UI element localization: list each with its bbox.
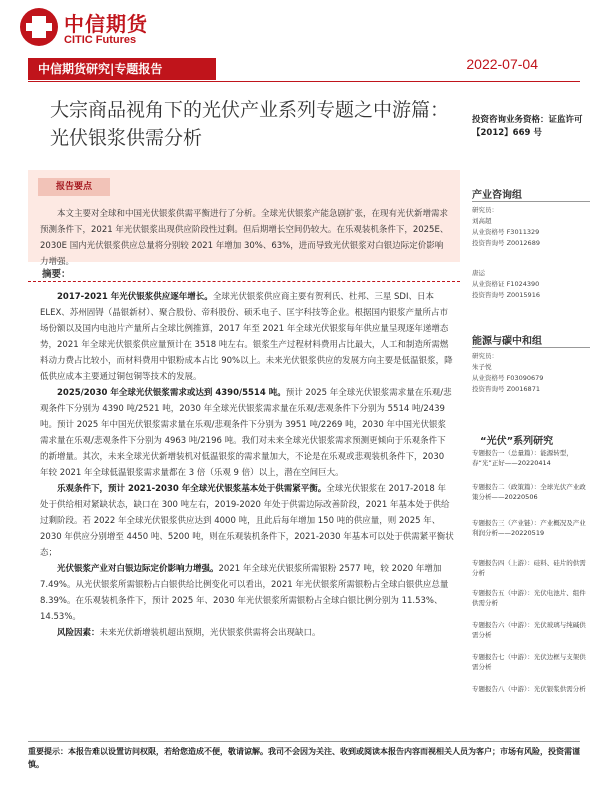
risk-paragraph xyxy=(40,625,454,641)
analyst-name: 刘高超 xyxy=(472,217,492,225)
abstract-body xyxy=(40,289,454,641)
abstract-paragraph xyxy=(40,481,454,561)
paragraph-lead: 2017-2021 年光伏银浆供应逐年增长。 xyxy=(57,292,213,302)
paragraph-text: 全球光伏银浆供应商主要有贺利氏、杜邦、三星 SDI、日本 ELEX、苏州固锝（晶银新材）、聚合股份、帝科股份、硕禾电子、匡宇科技等企业。根据国内银浆产量所占市场份额以及国内电池片产量所占全球比例推算，2017 年至 2021 年全球光伏银浆每年供应量呈现逐年递增态势，2021 年全球光伏银浆供应量预计在 3518 吨左右。银浆生产过程材料费用占比最大，人工和制造所需燃料动力费占比较小，而材料费用中银粉成本占比 90%以上。未来光伏银浆供应的发展方向主要是低温银浆，降低供应成本主要通过铜包铜等技术的发展。 xyxy=(40,292,453,382)
report-category-bar: 中信期货研究|专题报告 xyxy=(28,58,216,80)
sidebar-divider xyxy=(472,347,590,348)
brand-logo xyxy=(20,8,200,50)
abstract-paragraph xyxy=(40,561,454,625)
paragraph-lead: 2025/2030 年全球光伏银浆需求或达到 4390/5514 吨。 xyxy=(57,388,286,398)
abstract-paragraph xyxy=(40,289,454,385)
footer-disclaimer: 重要提示：本报告难以设置访问权限，若给您造成不便，敬请谅解。我司不会因为关注、收到或阅读本报告内容而视相关人员为客户；市场有风险，投资需谨慎。 xyxy=(28,747,580,769)
abstract-label: 摘要： xyxy=(42,269,71,280)
related-report-item: 专题报告二（政策篇）：全球光伏产业政策分析——20220506 xyxy=(472,483,586,501)
paragraph-lead: 乐观条件下，预计 2021-2030 年全球光伏银浆基本处于供需紧平衡。 xyxy=(57,484,327,494)
brand-name-cn: 中信期货 xyxy=(64,12,148,36)
related-series-title: “光伏”系列研究 xyxy=(480,436,554,447)
analyst-name: 唐运 xyxy=(472,269,485,277)
sidebar-divider xyxy=(472,201,590,202)
related-report-item: 专题报告三（产业链）：产业概况及产业利润分析——20220519 xyxy=(472,519,586,537)
related-report-item: 专题报告七（中游）：光伏边框与支架供需分析 xyxy=(472,653,586,671)
paragraph-text: 2021 年全球光伏银浆所需银粉 2577 吨，较 2020 年增加 7.49%。从光伏银浆所需银粉占白银供给比例变化可以看出，2021 年光伏银浆所需银粉占全球白银供应总量 8.39%。在乐观装机条件下，预计 2025 年、2030 年光伏银浆所需银粉占全球白银比例分别为 11.53%、14.53%。 xyxy=(40,564,449,622)
analyst-block xyxy=(472,205,590,249)
brand-name-en: CITIC Futures xyxy=(64,34,137,46)
analyst-license: 从业资格证 F1024390 xyxy=(472,280,540,288)
analyst-role: 研究员： xyxy=(472,206,498,214)
report-date: 2022-07-04 xyxy=(466,56,538,72)
analyst-license: 投资咨询号 Z0015916 xyxy=(472,291,540,299)
related-report-item: 专题报告八（中游）：光伏银浆供需分析 xyxy=(472,685,586,693)
header-divider xyxy=(28,81,580,82)
sidebar-group-title: 产业咨询组 xyxy=(472,190,522,201)
paragraph-lead: 光伏银浆产业对白银边际定价影响力增强。 xyxy=(57,564,219,574)
analyst-license: 从业资格号 F03090679 xyxy=(472,374,544,382)
analyst-license: 投资咨询号 Z0016871 xyxy=(472,385,540,393)
report-title: 大宗商品视角下的光伏产业系列专题之中游篇：光伏银浆供需分析 xyxy=(50,99,450,149)
citic-logo-icon xyxy=(20,8,58,46)
analyst-role: 研究员： xyxy=(472,352,498,360)
analyst-name: 朱子悦 xyxy=(472,363,492,371)
paragraph-lead: 风险因素： xyxy=(57,628,100,638)
abstract-divider xyxy=(28,281,460,282)
key-points-text: 本文主要对全球和中国光伏银浆供需平衡进行了分析。全球光伏银浆产能急剧扩张，在现有光伏新增需求预测条件下，2021 年光伏银浆出现供应阶段性过剩。但后期增长空间仍较大。在乐观装机条件下，2025E、2030E 国内光伏银浆供应总量将分别较 2021 年增加 30%、63%，进而导致光伏银浆对白银边际定价影响力增强。 xyxy=(40,209,449,267)
paragraph-text: 预计 2025 年全球光伏银浆需求量在乐观/悲观条件下分别为 4390 吨/2521 吨，2030 年全球光伏银浆需求量在乐观/悲观条件下分别为 5514 吨/2439 吨。预计 2025 年中国光伏银浆需求量在乐观/悲观条件下分别为 3951 吨/2269 吨，2030 年中国光伏银浆需求量在乐观/悲观条件下分别为 4963 吨/2196 吨。我们对未来全球光伏银浆需求预测更倾向于乐观条件下的新增量。其次，未来全球光伏新增装机对低温银浆的需求量加大，不论是在乐观或悲观装机条件下，2030 年较 2021 年全球低温银浆需求量都在 3 倍（乐观 9 倍）以上，潜在空间巨大。 xyxy=(40,388,452,478)
footer-divider xyxy=(28,741,580,742)
analyst-license: 投资咨询号 Z0012689 xyxy=(472,239,540,247)
key-points-tag: 报告要点 xyxy=(38,178,110,196)
analyst-license: 从业资格号 F3011329 xyxy=(472,228,540,236)
analyst-block xyxy=(472,268,590,301)
abstract-paragraph xyxy=(40,385,454,481)
certification-note: 投资咨询业务资格：证监许可【2012】669 号 xyxy=(472,115,583,138)
paragraph-text: 未来光伏新增装机超出预期，光伏银浆供需将会出现缺口。 xyxy=(99,628,321,638)
related-report-item: 专题报告六（中游）：光伏玻璃与纯碱供需分析 xyxy=(472,621,586,639)
paragraph-text: 全球光伏银浆在 2017-2018 年处于供给相对紧缺状态，缺口在 300 吨左右，2019-2020 年处于供需边际改善阶段，2021 年基本处于供给过剩阶段。若 2022 年全球光伏银浆供应达到 4000 吨，且此后每年增加 150 吨的供应量，则 2025 年、2030 年供应分别增至 4450 吨、5200 吨，则在乐观装机条件下，2021-2030 年基本可以处于供需紧平衡状态； xyxy=(40,484,454,558)
analyst-block xyxy=(472,351,590,395)
related-report-item: 专题报告一（总量篇）：能源转型，春“光”正好——20220414 xyxy=(472,449,573,467)
sidebar-group-title: 能源与碳中和组 xyxy=(472,336,542,347)
related-report-item: 专题报告四（上游）：硅料、硅片的供需分析 xyxy=(472,559,586,577)
related-report-item: 专题报告五（中游）：光伏电池片、组件供需分析 xyxy=(472,589,586,607)
